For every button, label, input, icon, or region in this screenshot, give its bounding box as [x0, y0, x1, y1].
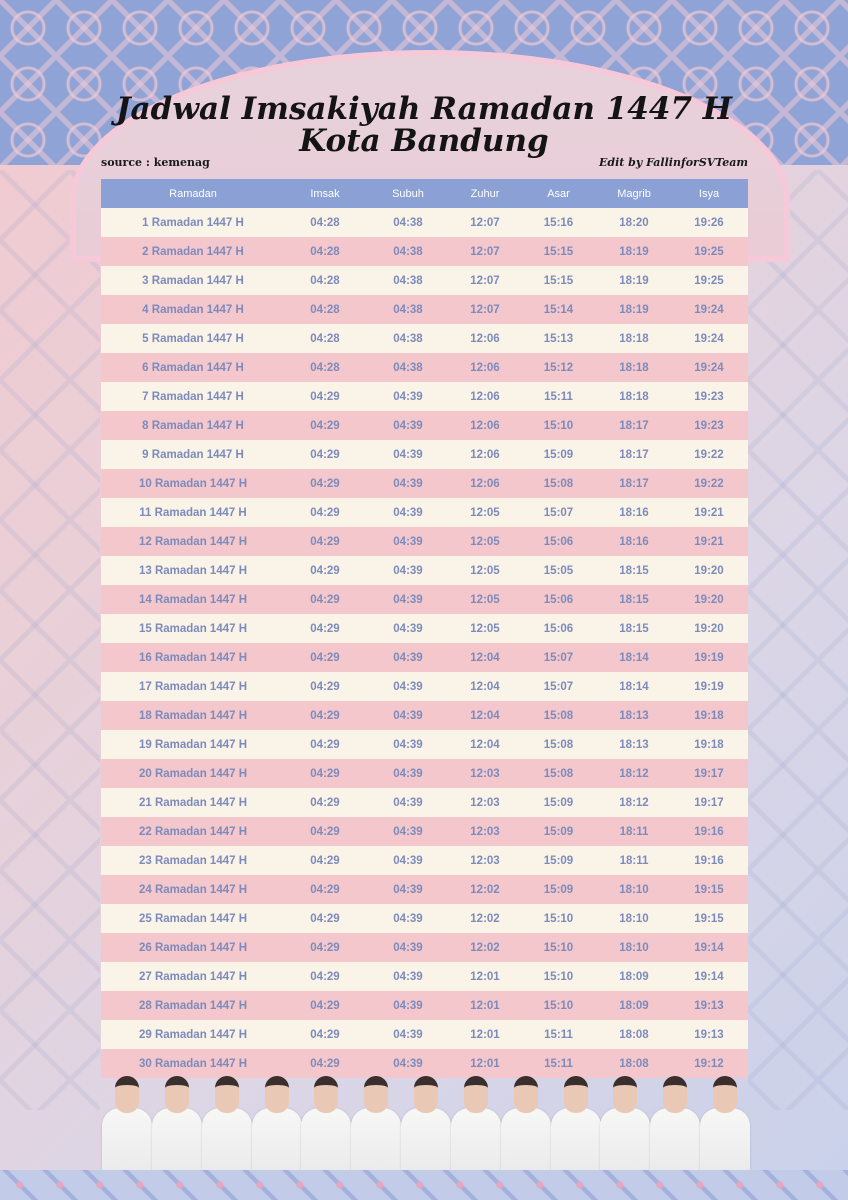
- imsak-time: 04:29: [285, 991, 365, 1020]
- asar-time: 15:09: [519, 817, 598, 846]
- subuh-time: 04:39: [365, 672, 451, 701]
- day-label: 26 Ramadan 1447 H: [101, 933, 285, 962]
- subuh-time: 04:39: [365, 730, 451, 759]
- subuh-time: 04:39: [365, 875, 451, 904]
- imsakiyah-schedule-table: [101, 179, 748, 1078]
- magrib-time: 18:14: [598, 643, 670, 672]
- zuhur-time: 12:06: [451, 411, 519, 440]
- subuh-time: 04:38: [365, 208, 451, 237]
- asar-time: 15:10: [519, 933, 598, 962]
- subuh-time: 04:39: [365, 933, 451, 962]
- table-row: [101, 904, 748, 933]
- table-row: [101, 846, 748, 875]
- isya-time: 19:26: [670, 208, 748, 237]
- asar-time: 15:16: [519, 208, 598, 237]
- magrib-time: 18:11: [598, 846, 670, 875]
- table-row: [101, 759, 748, 788]
- asar-time: 15:10: [519, 962, 598, 991]
- zuhur-time: 12:04: [451, 701, 519, 730]
- table-body: [101, 208, 748, 1078]
- imsak-time: 04:29: [285, 1020, 365, 1049]
- magrib-time: 18:15: [598, 585, 670, 614]
- day-label: 12 Ramadan 1447 H: [101, 527, 285, 556]
- day-label: 20 Ramadan 1447 H: [101, 759, 285, 788]
- magrib-time: 18:17: [598, 411, 670, 440]
- zuhur-time: 12:04: [451, 730, 519, 759]
- isya-time: 19:20: [670, 556, 748, 585]
- member-figure: [152, 1068, 202, 1186]
- imsak-time: 04:29: [285, 933, 365, 962]
- asar-time: 15:08: [519, 701, 598, 730]
- isya-time: 19:14: [670, 933, 748, 962]
- zuhur-time: 12:06: [451, 469, 519, 498]
- day-label: 7 Ramadan 1447 H: [101, 382, 285, 411]
- magrib-time: 18:10: [598, 904, 670, 933]
- zuhur-time: 12:05: [451, 498, 519, 527]
- day-label: 17 Ramadan 1447 H: [101, 672, 285, 701]
- magrib-time: 18:08: [598, 1049, 670, 1078]
- table-row: [101, 730, 748, 759]
- asar-time: 15:13: [519, 324, 598, 353]
- subuh-time: 04:38: [365, 295, 451, 324]
- subuh-time: 04:38: [365, 237, 451, 266]
- day-label: 1 Ramadan 1447 H: [101, 208, 285, 237]
- bottom-pattern-band: [0, 1170, 848, 1200]
- zuhur-time: 12:06: [451, 382, 519, 411]
- magrib-time: 18:10: [598, 933, 670, 962]
- day-label: 10 Ramadan 1447 H: [101, 469, 285, 498]
- isya-time: 19:18: [670, 701, 748, 730]
- table-row: [101, 527, 748, 556]
- subuh-time: 04:39: [365, 411, 451, 440]
- imsak-time: 04:29: [285, 672, 365, 701]
- magrib-time: 18:18: [598, 324, 670, 353]
- subuh-time: 04:39: [365, 643, 451, 672]
- page-title: Jadwal Imsakiyah Ramadan 1447 H: [115, 91, 733, 127]
- day-label: 27 Ramadan 1447 H: [101, 962, 285, 991]
- isya-time: 19:19: [670, 643, 748, 672]
- magrib-time: 18:12: [598, 759, 670, 788]
- source-credit: source : kemenag: [101, 156, 210, 169]
- isya-time: 19:17: [670, 788, 748, 817]
- day-label: 16 Ramadan 1447 H: [101, 643, 285, 672]
- magrib-time: 18:19: [598, 295, 670, 324]
- table-row: [101, 614, 748, 643]
- zuhur-time: 12:07: [451, 208, 519, 237]
- imsak-time: 04:29: [285, 730, 365, 759]
- imsak-time: 04:29: [285, 382, 365, 411]
- magrib-time: 18:19: [598, 266, 670, 295]
- magrib-time: 18:08: [598, 1020, 670, 1049]
- zuhur-time: 12:05: [451, 556, 519, 585]
- table-row: [101, 933, 748, 962]
- zuhur-time: 12:06: [451, 353, 519, 382]
- page-subtitle-city: Kota Bandung: [299, 123, 549, 159]
- zuhur-time: 12:01: [451, 1020, 519, 1049]
- isya-time: 19:20: [670, 614, 748, 643]
- subuh-time: 04:39: [365, 1020, 451, 1049]
- table-row: [101, 556, 748, 585]
- imsak-time: 04:29: [285, 904, 365, 933]
- subuh-time: 04:38: [365, 353, 451, 382]
- isya-time: 19:13: [670, 1020, 748, 1049]
- imsak-time: 04:28: [285, 208, 365, 237]
- table-row: [101, 875, 748, 904]
- asar-time: 15:14: [519, 295, 598, 324]
- imsak-time: 04:29: [285, 759, 365, 788]
- isya-time: 19:13: [670, 991, 748, 1020]
- asar-time: 15:06: [519, 614, 598, 643]
- asar-time: 15:15: [519, 266, 598, 295]
- subuh-time: 04:39: [365, 440, 451, 469]
- zuhur-time: 12:03: [451, 759, 519, 788]
- isya-time: 19:24: [670, 324, 748, 353]
- day-label: 28 Ramadan 1447 H: [101, 991, 285, 1020]
- magrib-time: 18:12: [598, 788, 670, 817]
- imsak-time: 04:28: [285, 295, 365, 324]
- subuh-time: 04:39: [365, 585, 451, 614]
- isya-time: 19:16: [670, 817, 748, 846]
- member-figure: [252, 1068, 302, 1186]
- magrib-time: 18:17: [598, 440, 670, 469]
- magrib-time: 18:20: [598, 208, 670, 237]
- header-magrib: Magrib: [598, 179, 670, 208]
- table-row: [101, 498, 748, 527]
- member-figure: [700, 1068, 750, 1186]
- subuh-time: 04:39: [365, 846, 451, 875]
- member-figure: [600, 1068, 650, 1186]
- magrib-time: 18:15: [598, 614, 670, 643]
- isya-time: 19:24: [670, 353, 748, 382]
- subuh-time: 04:39: [365, 1049, 451, 1078]
- subuh-time: 04:39: [365, 817, 451, 846]
- zuhur-time: 12:04: [451, 643, 519, 672]
- magrib-time: 18:10: [598, 875, 670, 904]
- zuhur-time: 12:01: [451, 962, 519, 991]
- day-label: 14 Ramadan 1447 H: [101, 585, 285, 614]
- table-row: [101, 353, 748, 382]
- magrib-time: 18:15: [598, 556, 670, 585]
- right-ornament-pattern: [748, 170, 848, 1110]
- table-row: [101, 295, 748, 324]
- subuh-time: 04:39: [365, 788, 451, 817]
- member-figure: [551, 1068, 601, 1186]
- subuh-time: 04:38: [365, 324, 451, 353]
- imsak-time: 04:29: [285, 556, 365, 585]
- isya-time: 19:16: [670, 846, 748, 875]
- magrib-time: 18:17: [598, 469, 670, 498]
- header-isya: Isya: [670, 179, 748, 208]
- day-label: 25 Ramadan 1447 H: [101, 904, 285, 933]
- subuh-time: 04:39: [365, 701, 451, 730]
- zuhur-time: 12:01: [451, 1049, 519, 1078]
- isya-time: 19:22: [670, 440, 748, 469]
- asar-time: 15:09: [519, 788, 598, 817]
- table-row: [101, 585, 748, 614]
- magrib-time: 18:19: [598, 237, 670, 266]
- header-subuh: Subuh: [365, 179, 451, 208]
- table-row: [101, 643, 748, 672]
- day-label: 3 Ramadan 1447 H: [101, 266, 285, 295]
- imsak-time: 04:29: [285, 1049, 365, 1078]
- imsak-time: 04:28: [285, 266, 365, 295]
- zuhur-time: 12:06: [451, 440, 519, 469]
- asar-time: 15:08: [519, 730, 598, 759]
- imsak-time: 04:29: [285, 701, 365, 730]
- member-figure: [401, 1068, 451, 1186]
- isya-time: 19:21: [670, 498, 748, 527]
- isya-time: 19:19: [670, 672, 748, 701]
- day-label: 4 Ramadan 1447 H: [101, 295, 285, 324]
- imsak-time: 04:29: [285, 643, 365, 672]
- imsak-time: 04:28: [285, 353, 365, 382]
- isya-time: 19:15: [670, 904, 748, 933]
- header-asar: Asar: [519, 179, 598, 208]
- zuhur-time: 12:07: [451, 237, 519, 266]
- asar-time: 15:06: [519, 585, 598, 614]
- day-label: 9 Ramadan 1447 H: [101, 440, 285, 469]
- subuh-time: 04:39: [365, 527, 451, 556]
- table-row: [101, 237, 748, 266]
- table-row: [101, 469, 748, 498]
- day-label: 29 Ramadan 1447 H: [101, 1020, 285, 1049]
- asar-time: 15:06: [519, 527, 598, 556]
- member-figure: [102, 1068, 152, 1186]
- edit-credit: Edit by FallinforSVTeam: [599, 156, 748, 169]
- day-label: 8 Ramadan 1447 H: [101, 411, 285, 440]
- table-row: [101, 991, 748, 1020]
- imsak-time: 04:29: [285, 817, 365, 846]
- isya-time: 19:18: [670, 730, 748, 759]
- asar-time: 15:05: [519, 556, 598, 585]
- schedule-table-container: [101, 179, 748, 1078]
- magrib-time: 18:13: [598, 730, 670, 759]
- asar-time: 15:08: [519, 759, 598, 788]
- subuh-time: 04:39: [365, 904, 451, 933]
- table-header-row: [101, 179, 748, 208]
- zuhur-time: 12:05: [451, 614, 519, 643]
- subuh-time: 04:39: [365, 382, 451, 411]
- table-row: [101, 962, 748, 991]
- day-label: 5 Ramadan 1447 H: [101, 324, 285, 353]
- imsak-time: 04:29: [285, 614, 365, 643]
- table-row: [101, 788, 748, 817]
- isya-time: 19:23: [670, 382, 748, 411]
- asar-time: 15:15: [519, 237, 598, 266]
- table-row: [101, 701, 748, 730]
- asar-time: 15:08: [519, 469, 598, 498]
- magrib-time: 18:11: [598, 817, 670, 846]
- member-figure: [451, 1068, 501, 1186]
- header-ramadan: Ramadan: [101, 179, 285, 208]
- isya-time: 19:23: [670, 411, 748, 440]
- magrib-time: 18:13: [598, 701, 670, 730]
- zuhur-time: 12:03: [451, 846, 519, 875]
- zuhur-time: 12:03: [451, 788, 519, 817]
- table-row: [101, 266, 748, 295]
- day-label: 19 Ramadan 1447 H: [101, 730, 285, 759]
- zuhur-time: 12:06: [451, 324, 519, 353]
- magrib-time: 18:16: [598, 498, 670, 527]
- imsak-time: 04:28: [285, 324, 365, 353]
- member-figure: [501, 1068, 551, 1186]
- isya-time: 19:14: [670, 962, 748, 991]
- zuhur-time: 12:05: [451, 527, 519, 556]
- day-label: 23 Ramadan 1447 H: [101, 846, 285, 875]
- magrib-time: 18:18: [598, 353, 670, 382]
- asar-time: 15:10: [519, 991, 598, 1020]
- subuh-time: 04:38: [365, 266, 451, 295]
- subuh-time: 04:39: [365, 962, 451, 991]
- table-row: [101, 672, 748, 701]
- header-imsak: Imsak: [285, 179, 365, 208]
- group-photo-illustration: [102, 1062, 750, 1186]
- zuhur-time: 12:02: [451, 875, 519, 904]
- asar-time: 15:07: [519, 498, 598, 527]
- zuhur-time: 12:01: [451, 991, 519, 1020]
- asar-time: 15:11: [519, 1020, 598, 1049]
- isya-time: 19:20: [670, 585, 748, 614]
- zuhur-time: 12:04: [451, 672, 519, 701]
- day-label: 2 Ramadan 1447 H: [101, 237, 285, 266]
- isya-time: 19:22: [670, 469, 748, 498]
- day-label: 15 Ramadan 1447 H: [101, 614, 285, 643]
- table-row: [101, 440, 748, 469]
- left-ornament-pattern: [0, 170, 100, 1110]
- imsak-time: 04:29: [285, 846, 365, 875]
- day-label: 6 Ramadan 1447 H: [101, 353, 285, 382]
- asar-time: 15:11: [519, 1049, 598, 1078]
- table-row: [101, 411, 748, 440]
- day-label: 24 Ramadan 1447 H: [101, 875, 285, 904]
- asar-time: 15:07: [519, 672, 598, 701]
- subuh-time: 04:39: [365, 614, 451, 643]
- zuhur-time: 12:07: [451, 266, 519, 295]
- table-row: [101, 382, 748, 411]
- zuhur-time: 12:07: [451, 295, 519, 324]
- member-figure: [351, 1068, 401, 1186]
- imsak-time: 04:29: [285, 440, 365, 469]
- day-label: 21 Ramadan 1447 H: [101, 788, 285, 817]
- member-figure: [202, 1068, 252, 1186]
- magrib-time: 18:18: [598, 382, 670, 411]
- asar-time: 15:11: [519, 382, 598, 411]
- isya-time: 19:21: [670, 527, 748, 556]
- isya-time: 19:17: [670, 759, 748, 788]
- zuhur-time: 12:05: [451, 585, 519, 614]
- member-figure: [650, 1068, 700, 1186]
- day-label: 13 Ramadan 1447 H: [101, 556, 285, 585]
- table-row: [101, 324, 748, 353]
- table-row: [101, 1020, 748, 1049]
- isya-time: 19:25: [670, 237, 748, 266]
- imsak-time: 04:28: [285, 237, 365, 266]
- imsak-time: 04:29: [285, 585, 365, 614]
- imsak-time: 04:29: [285, 962, 365, 991]
- imsak-time: 04:29: [285, 875, 365, 904]
- magrib-time: 18:09: [598, 991, 670, 1020]
- zuhur-time: 12:03: [451, 817, 519, 846]
- table-row: [101, 817, 748, 846]
- member-figure: [301, 1068, 351, 1186]
- subuh-time: 04:39: [365, 759, 451, 788]
- asar-time: 15:10: [519, 411, 598, 440]
- zuhur-time: 12:02: [451, 904, 519, 933]
- magrib-time: 18:16: [598, 527, 670, 556]
- table-row: [101, 208, 748, 237]
- magrib-time: 18:09: [598, 962, 670, 991]
- imsak-time: 04:29: [285, 788, 365, 817]
- asar-time: 15:07: [519, 643, 598, 672]
- asar-time: 15:09: [519, 846, 598, 875]
- imsak-time: 04:29: [285, 469, 365, 498]
- imsak-time: 04:29: [285, 498, 365, 527]
- day-label: 30 Ramadan 1447 H: [101, 1049, 285, 1078]
- isya-time: 19:25: [670, 266, 748, 295]
- day-label: 18 Ramadan 1447 H: [101, 701, 285, 730]
- isya-time: 19:12: [670, 1049, 748, 1078]
- isya-time: 19:24: [670, 295, 748, 324]
- imsak-time: 04:29: [285, 411, 365, 440]
- day-label: 11 Ramadan 1447 H: [101, 498, 285, 527]
- subuh-time: 04:39: [365, 556, 451, 585]
- zuhur-time: 12:02: [451, 933, 519, 962]
- asar-time: 15:09: [519, 875, 598, 904]
- magrib-time: 18:14: [598, 672, 670, 701]
- asar-time: 15:10: [519, 904, 598, 933]
- subuh-time: 04:39: [365, 469, 451, 498]
- imsak-time: 04:29: [285, 527, 365, 556]
- subuh-time: 04:39: [365, 498, 451, 527]
- header-zuhur: Zuhur: [451, 179, 519, 208]
- day-label: 22 Ramadan 1447 H: [101, 817, 285, 846]
- asar-time: 15:12: [519, 353, 598, 382]
- asar-time: 15:09: [519, 440, 598, 469]
- isya-time: 19:15: [670, 875, 748, 904]
- subuh-time: 04:39: [365, 991, 451, 1020]
